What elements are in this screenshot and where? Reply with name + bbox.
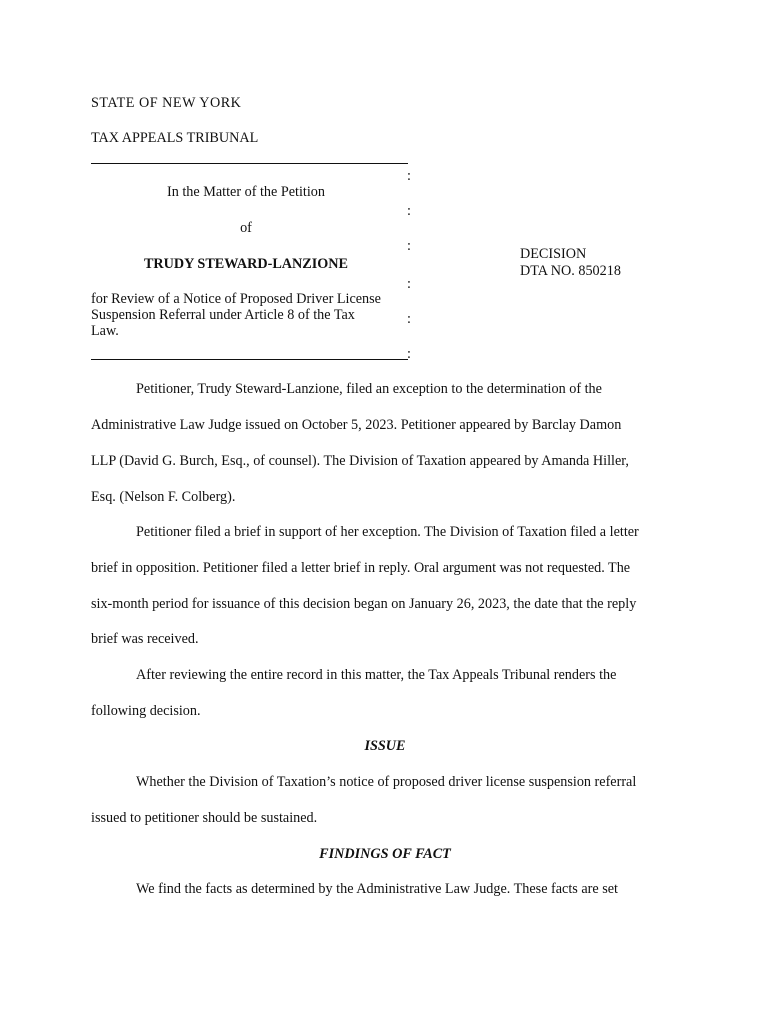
findings-heading: FINDINGS OF FACT bbox=[319, 846, 451, 862]
review-description bbox=[91, 291, 411, 339]
body-line: following decision. bbox=[91, 703, 201, 719]
caption-colon: : bbox=[407, 346, 411, 362]
tribunal-heading: TAX APPEALS TRIBUNAL bbox=[91, 130, 259, 146]
decision-label: DECISION bbox=[520, 246, 587, 262]
caption-bottom-rule bbox=[91, 359, 408, 360]
body-line: Administrative Law Judge issued on October 5, 2023. Petitioner appeared by Barclay Damon bbox=[91, 417, 622, 433]
matter-line: In the Matter of the Petition bbox=[167, 184, 325, 200]
caption-top-rule bbox=[91, 163, 408, 164]
body-line: LLP (David G. Burch, Esq., of counsel). The Division of Taxation appeared by Amanda Hiller, bbox=[91, 453, 629, 469]
caption-colon: : bbox=[407, 311, 411, 327]
body-line: We find the facts as determined by the Administrative Law Judge. These facts are set bbox=[136, 881, 618, 897]
decision-number: DTA NO. 850218 bbox=[520, 263, 621, 279]
body-line: Whether the Division of Taxation’s notice of proposed driver license suspension referral bbox=[136, 774, 637, 790]
caption-colon: : bbox=[407, 203, 411, 219]
review-line: Suspension Referral under Article 8 of the Tax bbox=[91, 307, 355, 323]
review-line: for Review of a Notice of Proposed Driver License bbox=[91, 291, 381, 307]
body-line: Petitioner filed a brief in support of her exception. The Division of Taxation filed a letter bbox=[136, 524, 639, 540]
body-line: brief in opposition. Petitioner filed a letter brief in reply. Oral argument was not requested. The bbox=[91, 560, 631, 576]
body-line: After reviewing the entire record in this matter, the Tax Appeals Tribunal renders the bbox=[136, 667, 617, 683]
state-heading: STATE OF NEW YORK bbox=[91, 95, 242, 111]
body-line: six-month period for issuance of this decision began on January 26, 2023, the date that the reply bbox=[91, 596, 637, 612]
petitioner-name: TRUDY STEWARD-LANZIONE bbox=[143, 256, 349, 272]
review-line: Law. bbox=[91, 323, 119, 339]
body-line: Petitioner, Trudy Steward-Lanzione, filed an exception to the determination of the bbox=[136, 381, 602, 397]
issue-heading: ISSUE bbox=[364, 738, 406, 754]
body-line: Esq. (Nelson F. Colberg). bbox=[91, 489, 236, 505]
body-line: brief was received. bbox=[91, 631, 199, 647]
caption-colon: : bbox=[407, 238, 411, 254]
of-line: of bbox=[240, 220, 252, 236]
body-line: issued to petitioner should be sustained. bbox=[91, 810, 318, 826]
caption-colon: : bbox=[407, 276, 411, 292]
caption-colon: : bbox=[407, 168, 411, 184]
